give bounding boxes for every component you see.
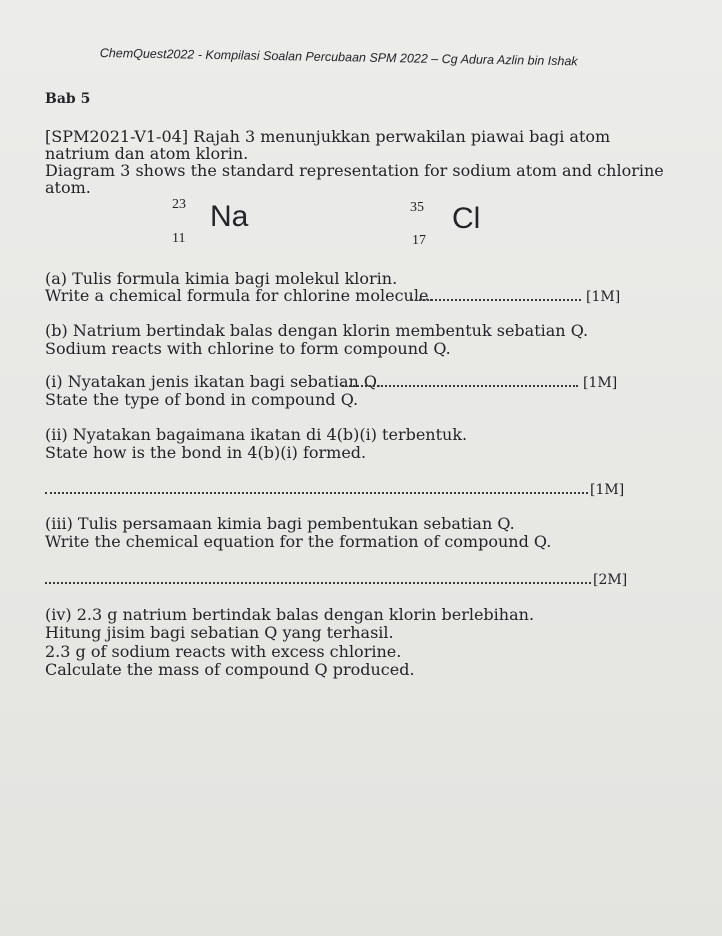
- intro-english-line-1: Diagram 3 shows the standard representation for sodium atom and chlorine: [45, 161, 664, 180]
- question-b-iii-english: Write the chemical equation for the formation of compound Q.: [45, 532, 552, 551]
- answer-line-b-i[interactable]: [342, 373, 578, 391]
- marks-a: [1M]: [586, 289, 621, 305]
- intro-malay-line-2: natrium dan atom klorin.: [45, 144, 249, 163]
- question-b-i-malay: (i) Nyatakan jenis ikatan bagi sebatian Q.: [45, 372, 382, 391]
- chlorine-proton-number: 17: [412, 233, 426, 248]
- question-b-iv-malay-2: Hitung jisim bagi sebatian Q yang terhasil.: [45, 623, 394, 642]
- intro-malay-line-1: [SPM2021-V1-04] Rajah 3 menunjukkan perwakilan piawai bagi atom: [45, 127, 611, 146]
- intro-english-line-2: atom.: [45, 178, 91, 197]
- marks-b-iii: [2M]: [593, 572, 628, 588]
- marks-b-i: [1M]: [583, 375, 618, 391]
- question-b-ii-english: State how is the bond in 4(b)(i) formed.: [45, 443, 367, 462]
- question-b-iv-malay-1: (iv) 2.3 g natrium bertindak balas dengan klorin berlebihan.: [45, 605, 535, 624]
- sodium-proton-number: 11: [172, 231, 186, 246]
- question-a-english: Write a chemical formula for chlorine molecule.: [45, 286, 434, 305]
- marks-b-ii: [1M]: [590, 482, 625, 498]
- question-b-malay: (b) Natrium bertindak balas dengan klorin membentuk sebatian Q.: [45, 321, 589, 340]
- sodium-symbol: Na: [210, 200, 249, 233]
- sodium-mass-number: 23: [172, 197, 186, 212]
- chlorine-mass-number: 35: [410, 200, 424, 215]
- chapter-heading: Bab 5: [45, 91, 91, 107]
- question-b-ii-malay: (ii) Nyatakan bagaimana ikatan di 4(b)(i) terbentuk.: [45, 425, 468, 444]
- question-b-iv-english-1: 2.3 g of sodium reacts with excess chlorine.: [45, 642, 402, 661]
- answer-line-b-iii[interactable]: [45, 570, 591, 588]
- document-header: ChemQuest2022 - Kompilasi Soalan Percubaan SPM 2022 – Cg Adura Azlin bin Ishak: [99, 45, 578, 69]
- question-b-english: Sodium reacts with chlorine to form compound Q.: [45, 339, 451, 358]
- question-b-i-english: State the type of bond in compound Q.: [45, 390, 359, 409]
- question-b-iii-malay: (iii) Tulis persamaan kimia bagi pembentukan sebatian Q.: [45, 514, 515, 533]
- question-a-malay: (a) Tulis formula kimia bagi molekul klorin.: [45, 269, 398, 288]
- answer-line-b-ii[interactable]: [45, 480, 588, 498]
- chlorine-symbol: Cl: [452, 202, 481, 235]
- answer-line-a[interactable]: [411, 287, 581, 305]
- question-b-iv-english-2: Calculate the mass of compound Q produced.: [45, 660, 415, 679]
